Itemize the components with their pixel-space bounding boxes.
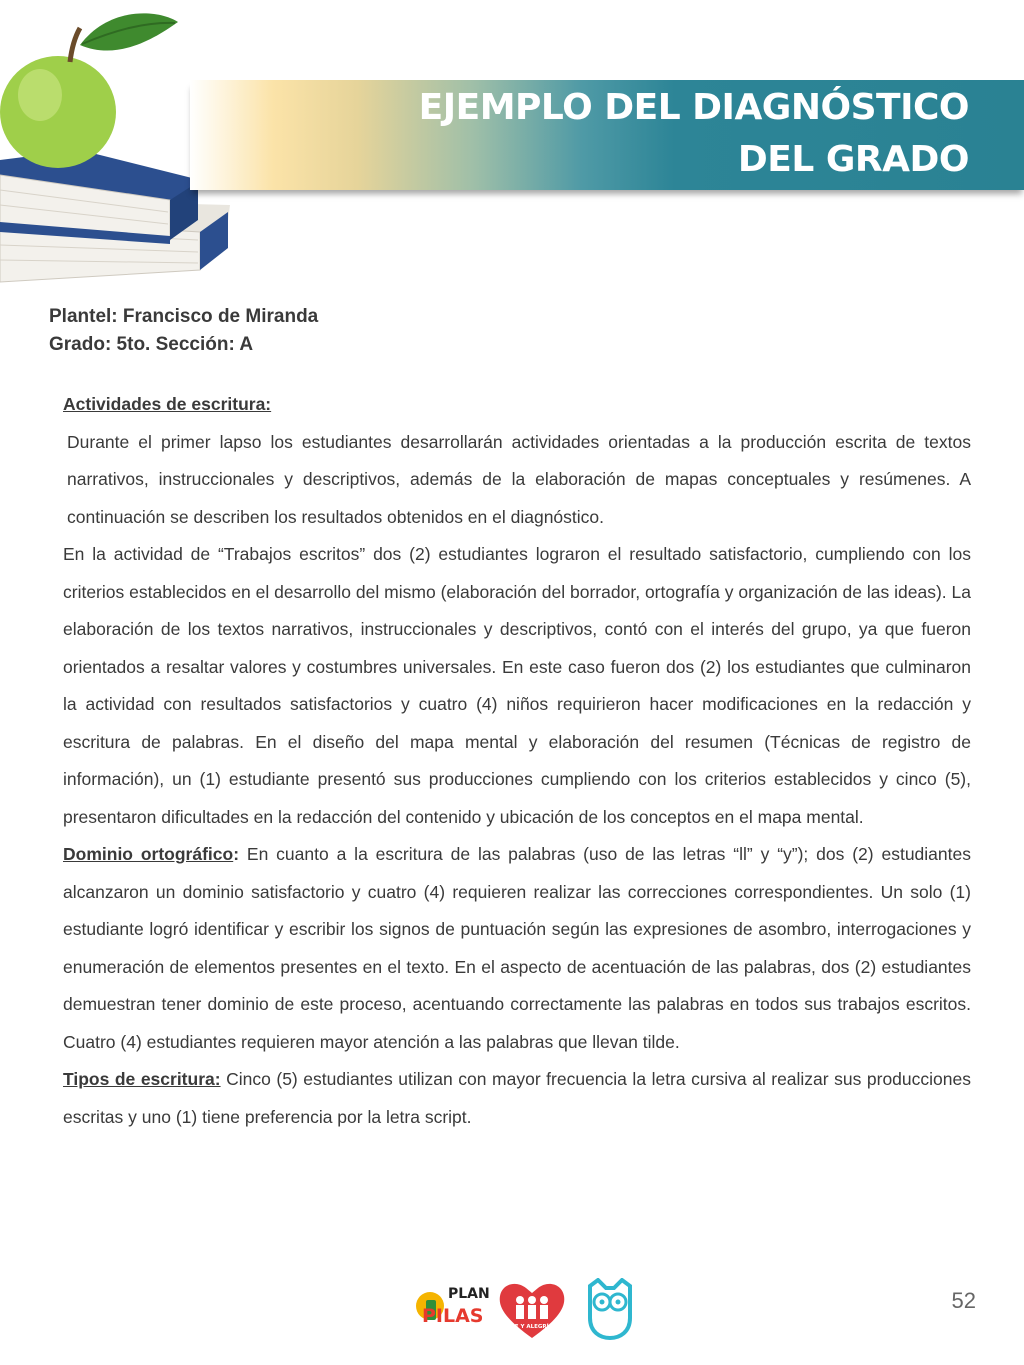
plantel-label: Plantel: Francisco de Miranda bbox=[49, 306, 319, 327]
plan-pilas-logo bbox=[416, 1286, 490, 1327]
fya-text: FE Y ALEGRÍA bbox=[511, 1324, 553, 1330]
pilas-text: PILAS bbox=[422, 1305, 484, 1327]
title-line-1: EJEMPLO DEL DIAGNÓSTICO bbox=[418, 87, 969, 128]
page-number: 52 bbox=[951, 1288, 976, 1313]
paragraph-trabajos-escritos: En la actividad de “Trabajos escritos” dos (2) estudiantes lograron el resultado satisfactorio, cumpliendo con los criterios establecidos en el desarrollo del mismo (elaboración del borrador, ortografía y organización de las ideas). La elaboración de los textos narrativos, instruccionales y descriptivos, contó con el interés del grupo, ya que fueron orientados a resaltar valores y costumbres universales. En este caso fueron dos (2) los estudiantes que culminaron la actividad con resultados satisfactorios y cuatro (4) niños requirieron hacer modificaciones en la redacción y escritura de palabras. En el diseño del mapa mental y elaboración del resumen (Técnicas de registro de información), un (1) estudiante presentó sus producciones cumpliendo con los criterios establecidos y cinco (5), presentaron dificultades en la redacción del contenido y ubicación de los conceptos en el mapa mental. bbox=[63, 544, 971, 827]
title-line-2: DEL GRADO bbox=[737, 139, 969, 180]
tipos-heading: Tipos de escritura: bbox=[63, 1069, 221, 1089]
paragraph-tipos-escritura bbox=[63, 1061, 971, 1136]
dominio-text: En cuanto a la escritura de las palabras (uso de las letras “ll” y “y”); dos (2) estudiantes alcanzaron un dominio satisfactorio y cuatro (4) requieren realizar las correcciones correspondientes. Un solo (1) estudiante logró identificar y escribir los signos de puntuación según las expresiones de asombro, interrogaciones y enumeración de elementos presentes en el texto. En el aspecto de acentuación de las palabras, dos (2) estudiantes demuestran tener dominio de este proceso, acentuando correctamente las palabras en todos sus trabajos escritos. Cuatro (4) estudiantes requieren mayor atención a las palabras que llevan tilde. bbox=[63, 844, 971, 1052]
upper-book bbox=[0, 150, 200, 244]
fe-y-alegria-heart-logo bbox=[500, 1284, 565, 1338]
owl-logo bbox=[590, 1280, 630, 1338]
document-body bbox=[63, 386, 971, 1136]
title-banner bbox=[190, 80, 1024, 190]
tipos-text: Cinco (5) estudiantes utilizan con mayor frecuencia la letra cursiva al realizar sus producciones escritas y uno (1) tiene preferencia por la letra script. bbox=[63, 1069, 971, 1127]
footer-logos bbox=[412, 1278, 647, 1340]
actividades-heading: Actividades de escritura: bbox=[63, 394, 272, 414]
school-info bbox=[49, 303, 318, 359]
page-title bbox=[419, 82, 969, 186]
paragraph-intro: Durante el primer lapso los estudiantes desarrollarán actividades orientadas a la producción escrita de textos narrativos, instruccionales y descriptivos, además de la elaboración de mapas conceptuales y resúmenes. A continuación se describen los resultados obtenidos en el diagnóstico. bbox=[67, 431, 971, 527]
plan-text: PLAN bbox=[448, 1286, 490, 1302]
dominio-colon: : bbox=[233, 844, 240, 864]
paragraph-dominio-ortografico bbox=[63, 836, 971, 1061]
apple bbox=[0, 13, 178, 168]
grado-label: Grado: 5to. Sección: A bbox=[49, 334, 254, 355]
dominio-heading: Dominio ortográfico bbox=[63, 844, 234, 864]
